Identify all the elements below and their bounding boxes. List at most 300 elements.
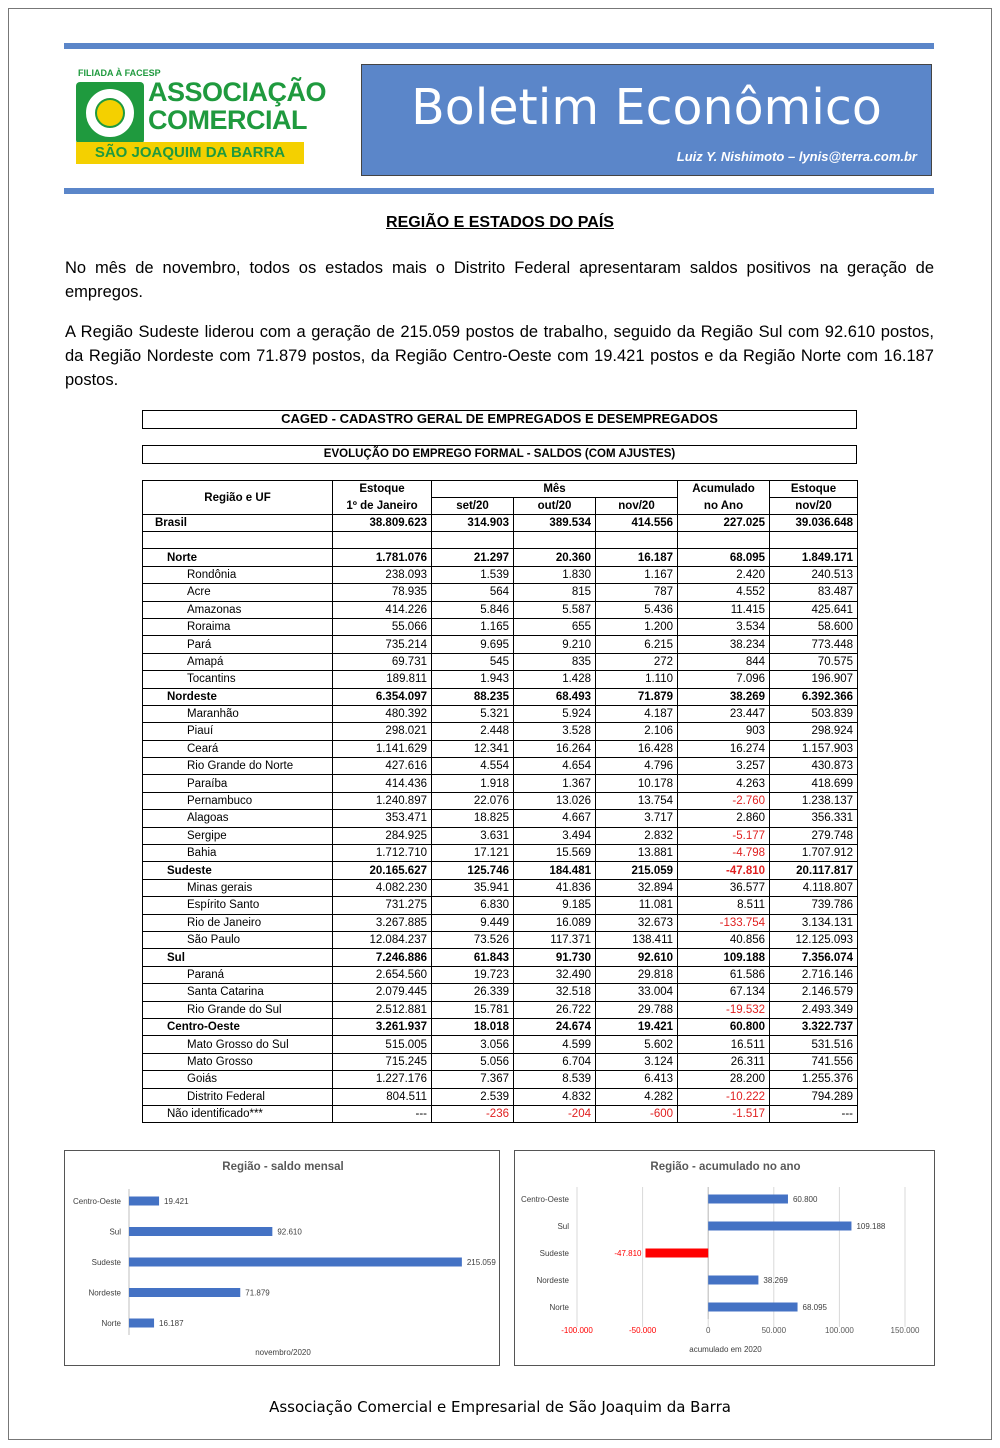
data-label: 215.059 xyxy=(466,1258,496,1267)
cell-out: 4.599 xyxy=(514,1036,596,1053)
table-row-state xyxy=(143,984,858,1001)
cell-set: 35.941 xyxy=(432,879,514,896)
row-name: Paraíba xyxy=(143,775,333,792)
row-name: Sergipe xyxy=(143,827,333,844)
cell-nov: 1.110 xyxy=(596,671,678,688)
data-label: 71.879 xyxy=(245,1288,270,1298)
row-name: Sul xyxy=(143,949,333,966)
cell-estoque-nov: 1.707.912 xyxy=(770,845,858,862)
cell-estoque-nov: 1.849.171 xyxy=(770,549,858,566)
cell-set: 2.539 xyxy=(432,1088,514,1105)
logo-line1: ASSOCIAÇÃO xyxy=(148,77,327,107)
cell-set: -236 xyxy=(432,1105,514,1122)
cell-out: 3.528 xyxy=(514,723,596,740)
table-row-state xyxy=(143,827,858,844)
cell-nov: 13.754 xyxy=(596,792,678,809)
cell-nov: 1.167 xyxy=(596,566,678,583)
cell-nov: 6.215 xyxy=(596,636,678,653)
cell-set: 18.825 xyxy=(432,810,514,827)
row-name: Espírito Santo xyxy=(143,897,333,914)
cell-acumulado: 7.096 xyxy=(678,671,770,688)
cell-out: 6.704 xyxy=(514,1053,596,1070)
cell-nov: 71.879 xyxy=(596,688,678,705)
chart-title: Região - acumulado no ano xyxy=(650,1161,801,1173)
bar xyxy=(708,1222,851,1231)
axis-tick-label: 0 xyxy=(705,1326,711,1335)
data-label: 92.610 xyxy=(277,1227,302,1237)
logo-city: SÃO JOAQUIM DA BARRA xyxy=(76,142,304,164)
cell-estoque-jan: 2.654.560 xyxy=(333,966,432,983)
table-row-state xyxy=(143,1001,858,1018)
cell-acumulado: 2.420 xyxy=(678,566,770,583)
row-name: Santa Catarina xyxy=(143,984,333,1001)
cell-estoque-jan: 4.082.230 xyxy=(333,879,432,896)
table-row-state xyxy=(143,845,858,862)
cell-out: 32.518 xyxy=(514,984,596,1001)
table-row-state xyxy=(143,879,858,896)
row-name: Brasil xyxy=(143,515,333,532)
table-row-state xyxy=(143,671,858,688)
cell-set: 9.695 xyxy=(432,636,514,653)
cell-estoque-jan: 189.811 xyxy=(333,671,432,688)
header-acumulado-top: Acumulado xyxy=(678,481,770,498)
cell-acumulado: -47.810 xyxy=(678,862,770,879)
cell-nov: 4.282 xyxy=(596,1088,678,1105)
cell-estoque-nov: 503.839 xyxy=(770,705,858,722)
cell-nov: 19.421 xyxy=(596,1018,678,1035)
cell-set: 1.918 xyxy=(432,775,514,792)
cell-set: 5.846 xyxy=(432,601,514,618)
cell-acumulado: 40.856 xyxy=(678,931,770,948)
row-name: Distrito Federal xyxy=(143,1088,333,1105)
bar xyxy=(129,1258,462,1267)
cell-out: 815 xyxy=(514,584,596,601)
cell-acumulado: 61.586 xyxy=(678,966,770,983)
cell-estoque-jan: --- xyxy=(333,1105,432,1122)
cell-set: 26.339 xyxy=(432,984,514,1001)
header-mes: Mês xyxy=(432,481,678,498)
cell-estoque-nov: 425.641 xyxy=(770,601,858,618)
category-label: Norte xyxy=(549,1303,569,1312)
bar xyxy=(708,1276,758,1285)
cell-acumulado: 38.234 xyxy=(678,636,770,653)
cell-acumulado: 109.188 xyxy=(678,949,770,966)
bulletin-author: Luiz Y. Nishimoto – lynis@terra.com.br xyxy=(676,149,917,164)
cell-estoque-nov: 794.289 xyxy=(770,1088,858,1105)
table-row-brasil xyxy=(143,515,858,532)
x-axis-label: novembro/2020 xyxy=(255,1348,311,1357)
axis-tick-label: -50.000 xyxy=(629,1326,657,1335)
cell-set: 564 xyxy=(432,584,514,601)
cell-nov: 13.881 xyxy=(596,845,678,862)
cell-out: 184.481 xyxy=(514,862,596,879)
cell-estoque-jan: 7.246.886 xyxy=(333,949,432,966)
cell-acumulado: 67.134 xyxy=(678,984,770,1001)
cell-out: 91.730 xyxy=(514,949,596,966)
bar xyxy=(129,1319,154,1328)
cell-set: 1.539 xyxy=(432,566,514,583)
cell-estoque-nov: 2.146.579 xyxy=(770,984,858,1001)
cell-set: 61.843 xyxy=(432,949,514,966)
row-name: Nordeste xyxy=(143,688,333,705)
cell-estoque-nov: 240.513 xyxy=(770,566,858,583)
cell-out: 1.367 xyxy=(514,775,596,792)
cell-out: 3.494 xyxy=(514,827,596,844)
cell-estoque-nov: 1.255.376 xyxy=(770,1071,858,1088)
header-rule-bottom xyxy=(64,188,934,194)
cell-nov: 414.556 xyxy=(596,515,678,532)
table-row-state xyxy=(143,758,858,775)
table-row-state xyxy=(143,1088,858,1105)
chart-saldo-mensal xyxy=(64,1150,500,1366)
cell-set: 1.943 xyxy=(432,671,514,688)
cell-estoque-nov: 739.786 xyxy=(770,897,858,914)
row-name: Pará xyxy=(143,636,333,653)
cell-set: 5.056 xyxy=(432,1053,514,1070)
cell-estoque-jan: 480.392 xyxy=(333,705,432,722)
cell-acumulado: 23.447 xyxy=(678,705,770,722)
table-row-state xyxy=(143,566,858,583)
table-row-state xyxy=(143,618,858,635)
cell-set: 73.526 xyxy=(432,931,514,948)
row-name: Acre xyxy=(143,584,333,601)
cell-nov: 5.602 xyxy=(596,1036,678,1053)
header-region: Região e UF xyxy=(143,481,333,515)
cell-estoque-jan: 735.214 xyxy=(333,636,432,653)
row-name: Ceará xyxy=(143,740,333,757)
bar xyxy=(129,1227,272,1236)
table-row-unid xyxy=(143,1105,858,1122)
cell-estoque-jan: 1.227.176 xyxy=(333,1071,432,1088)
cell-set: 17.121 xyxy=(432,845,514,862)
category-label: Sul xyxy=(109,1227,121,1237)
cell-estoque-nov: 2.716.146 xyxy=(770,966,858,983)
row-name: Alagoas xyxy=(143,810,333,827)
cell-estoque-nov: 4.118.807 xyxy=(770,879,858,896)
table-row-region xyxy=(143,862,858,879)
cell-acumulado: 4.552 xyxy=(678,584,770,601)
cell-estoque-jan: 1.141.629 xyxy=(333,740,432,757)
cell-out: 4.667 xyxy=(514,810,596,827)
table-row-spacer xyxy=(143,532,858,549)
category-label: Norte xyxy=(101,1319,121,1328)
cell-estoque-jan: 38.809.623 xyxy=(333,515,432,532)
paragraph-1: No mês de novembro, todos os estados mais o Distrito Federal apresentaram saldos positivos na geração de empregos. xyxy=(65,259,934,301)
row-name: Amazonas xyxy=(143,601,333,618)
chart-saldo-mensal-svg xyxy=(65,1151,501,1367)
cell-out: 13.026 xyxy=(514,792,596,809)
logo-affiliation: FILIADA À FACESP xyxy=(78,68,161,78)
cell-acumulado: 38.269 xyxy=(678,688,770,705)
cell-estoque-jan: 1.781.076 xyxy=(333,549,432,566)
row-name: Mato Grosso xyxy=(143,1053,333,1070)
cell-estoque-jan: 1.240.897 xyxy=(333,792,432,809)
header-estoque-nov-top: Estoque xyxy=(770,481,858,498)
cell-estoque-nov: 298.924 xyxy=(770,723,858,740)
cell-estoque-nov: 196.907 xyxy=(770,671,858,688)
cell-set: 22.076 xyxy=(432,792,514,809)
cell-estoque-jan: 1.712.710 xyxy=(333,845,432,862)
cell-estoque-jan: 2.512.881 xyxy=(333,1001,432,1018)
cell-set: 1.165 xyxy=(432,618,514,635)
table-row-state xyxy=(143,584,858,601)
cell-estoque-nov: 39.036.648 xyxy=(770,515,858,532)
row-name: Roraima xyxy=(143,618,333,635)
cell-nov: -600 xyxy=(596,1105,678,1122)
cell-set: 9.449 xyxy=(432,914,514,931)
row-name: Centro-Oeste xyxy=(143,1018,333,1035)
cell-out: 15.569 xyxy=(514,845,596,862)
cell-set: 21.297 xyxy=(432,549,514,566)
cell-acumulado: 28.200 xyxy=(678,1071,770,1088)
bulletin-header xyxy=(361,64,932,176)
table-row-state xyxy=(143,966,858,983)
cell-nov: 3.124 xyxy=(596,1053,678,1070)
table-row-state xyxy=(143,601,858,618)
row-name: Pernambuco xyxy=(143,792,333,809)
cell-acumulado: 903 xyxy=(678,723,770,740)
cell-out: 26.722 xyxy=(514,1001,596,1018)
row-name: Rondônia xyxy=(143,566,333,583)
row-name: Amapá xyxy=(143,653,333,670)
cell-set: 545 xyxy=(432,653,514,670)
cell-out: 8.539 xyxy=(514,1071,596,1088)
cell-estoque-jan: 804.511 xyxy=(333,1088,432,1105)
table-row-state xyxy=(143,914,858,931)
axis-tick-label: 50.000 xyxy=(761,1326,787,1335)
row-name: Tocantins xyxy=(143,671,333,688)
cell-estoque-nov: 7.356.074 xyxy=(770,949,858,966)
cell-estoque-jan: 715.245 xyxy=(333,1053,432,1070)
header-acumulado-bottom: no Ano xyxy=(678,498,770,515)
cell-out: 16.089 xyxy=(514,914,596,931)
cell-nov: 92.610 xyxy=(596,949,678,966)
cell-out: 655 xyxy=(514,618,596,635)
table-row-state xyxy=(143,723,858,740)
cell-estoque-jan: 20.165.627 xyxy=(333,862,432,879)
cell-acumulado: 16.274 xyxy=(678,740,770,757)
cell-estoque-jan: 414.226 xyxy=(333,601,432,618)
row-name: Piauí xyxy=(143,723,333,740)
cell-nov: 33.004 xyxy=(596,984,678,1001)
cell-set: 19.723 xyxy=(432,966,514,983)
cell-acumulado: -1.517 xyxy=(678,1105,770,1122)
cell-set: 15.781 xyxy=(432,1001,514,1018)
category-label: Centro-Oeste xyxy=(72,1197,121,1206)
cell-estoque-nov: 6.392.366 xyxy=(770,688,858,705)
cell-nov: 2.832 xyxy=(596,827,678,844)
row-name: Maranhão xyxy=(143,705,333,722)
table-row-state xyxy=(143,653,858,670)
row-name: São Paulo xyxy=(143,931,333,948)
cell-nov: 6.413 xyxy=(596,1071,678,1088)
table-row-state xyxy=(143,1053,858,1070)
paragraph-2: A Região Sudeste liderou com a geração de 215.059 postos de trabalho, seguido da Região Sul com 92.610 postos, da Região Nordeste com 71.879 postos, da Região Centro-Oeste com 19.421 postos e da Região Norte com 16.187 postos. xyxy=(65,323,934,389)
table-row-state xyxy=(143,931,858,948)
axis-tick-label: -100.000 xyxy=(561,1326,593,1335)
cell-acumulado: 8.511 xyxy=(678,897,770,914)
cell-estoque-jan: 515.005 xyxy=(333,1036,432,1053)
cell-acumulado: 4.263 xyxy=(678,775,770,792)
cell-out: 5.587 xyxy=(514,601,596,618)
cell-set: 18.018 xyxy=(432,1018,514,1035)
cell-estoque-jan: 353.471 xyxy=(333,810,432,827)
table-row-state xyxy=(143,897,858,914)
row-name: Goiás xyxy=(143,1071,333,1088)
category-label: Centro-Oeste xyxy=(520,1195,569,1204)
cell-acumulado: 26.311 xyxy=(678,1053,770,1070)
header-rule-top xyxy=(64,43,934,49)
cell-nov: 32.894 xyxy=(596,879,678,896)
bar xyxy=(129,1197,159,1206)
header-estoque-nov-bottom: nov/20 xyxy=(770,498,858,515)
association-logo xyxy=(76,66,327,166)
cell-out: 835 xyxy=(514,653,596,670)
axis-tick-label: 150.000 xyxy=(890,1326,920,1335)
cell-nov: 3.717 xyxy=(596,810,678,827)
bar xyxy=(129,1288,240,1297)
category-label: Sudeste xyxy=(539,1249,569,1258)
cell-nov: 16.428 xyxy=(596,740,678,757)
cell-set: 3.631 xyxy=(432,827,514,844)
cell-out: 117.371 xyxy=(514,931,596,948)
table-row-state xyxy=(143,1036,858,1053)
cell-acumulado: 3.257 xyxy=(678,758,770,775)
cell-estoque-jan: 69.731 xyxy=(333,653,432,670)
cell-estoque-nov: 773.448 xyxy=(770,636,858,653)
table-row-state xyxy=(143,775,858,792)
cell-acumulado: -133.754 xyxy=(678,914,770,931)
cell-estoque-jan: 298.021 xyxy=(333,723,432,740)
cell-acumulado: -19.532 xyxy=(678,1001,770,1018)
cell-estoque-nov: 430.873 xyxy=(770,758,858,775)
cell-nov: 272 xyxy=(596,653,678,670)
cell-estoque-jan: 238.093 xyxy=(333,566,432,583)
row-name: Mato Grosso do Sul xyxy=(143,1036,333,1053)
row-name: Sudeste xyxy=(143,862,333,879)
cell-acumulado: -2.760 xyxy=(678,792,770,809)
cell-estoque-nov: 20.117.817 xyxy=(770,862,858,879)
cell-estoque-jan: 12.084.237 xyxy=(333,931,432,948)
data-label: 68.095 xyxy=(802,1303,828,1312)
row-name: Bahia xyxy=(143,845,333,862)
cell-out: -204 xyxy=(514,1105,596,1122)
data-label: -47.810 xyxy=(614,1249,642,1258)
cell-estoque-nov: 418.699 xyxy=(770,775,858,792)
row-name: Rio Grande do Sul xyxy=(143,1001,333,1018)
x-axis-label: acumulado em 2020 xyxy=(689,1345,762,1354)
cell-estoque-nov: 1.238.137 xyxy=(770,792,858,809)
header-estoque-bottom: 1º de Janeiro xyxy=(333,498,432,515)
cell-estoque-nov: 58.600 xyxy=(770,618,858,635)
cell-estoque-jan: 2.079.445 xyxy=(333,984,432,1001)
table-band-caged: CAGED - CADASTRO GERAL DE EMPREGADOS E DESEMPREGADOS xyxy=(142,410,857,429)
cell-out: 41.836 xyxy=(514,879,596,896)
bar xyxy=(645,1249,708,1258)
cell-out: 5.924 xyxy=(514,705,596,722)
cell-acumulado: -10.222 xyxy=(678,1088,770,1105)
cell-out: 4.832 xyxy=(514,1088,596,1105)
table-row-region xyxy=(143,549,858,566)
table-row-state xyxy=(143,792,858,809)
cell-acumulado: 68.095 xyxy=(678,549,770,566)
table-band-evolucao: EVOLUÇÃO DO EMPREGO FORMAL - SALDOS (COM AJUSTES) xyxy=(142,445,857,464)
cell-nov: 1.200 xyxy=(596,618,678,635)
cell-nov: 215.059 xyxy=(596,862,678,879)
cell-set: 125.746 xyxy=(432,862,514,879)
cell-nov: 10.178 xyxy=(596,775,678,792)
cell-nov: 4.796 xyxy=(596,758,678,775)
header-estoque-top: Estoque xyxy=(333,481,432,498)
cell-out: 389.534 xyxy=(514,515,596,532)
cell-acumulado: 60.800 xyxy=(678,1018,770,1035)
cell-estoque-nov: 531.516 xyxy=(770,1036,858,1053)
cell-nov: 29.788 xyxy=(596,1001,678,1018)
cell-nov: 2.106 xyxy=(596,723,678,740)
cell-estoque-nov: 3.322.737 xyxy=(770,1018,858,1035)
table-row-state xyxy=(143,810,858,827)
cell-nov: 138.411 xyxy=(596,931,678,948)
data-label: 16.187 xyxy=(159,1319,184,1328)
chart-acumulado-ano xyxy=(514,1150,935,1366)
cell-estoque-jan: 78.935 xyxy=(333,584,432,601)
data-label: 60.800 xyxy=(792,1195,818,1204)
cell-set: 3.056 xyxy=(432,1036,514,1053)
logo-sun-mark xyxy=(76,82,144,144)
data-label: 109.188 xyxy=(856,1222,886,1231)
cell-acumulado: 227.025 xyxy=(678,515,770,532)
section-title: REGIÃO E ESTADOS DO PAÍS xyxy=(386,214,614,231)
category-label: Nordeste xyxy=(536,1276,569,1285)
bar xyxy=(708,1303,797,1312)
cell-estoque-jan: 3.267.885 xyxy=(333,914,432,931)
cell-acumulado: 844 xyxy=(678,653,770,670)
header-month-2: out/20 xyxy=(514,498,596,515)
cell-estoque-jan: 55.066 xyxy=(333,618,432,635)
cell-estoque-nov: 3.134.131 xyxy=(770,914,858,931)
cell-nov: 29.818 xyxy=(596,966,678,983)
cell-out: 24.674 xyxy=(514,1018,596,1035)
cell-nov: 16.187 xyxy=(596,549,678,566)
table-row-state xyxy=(143,636,858,653)
cell-nov: 4.187 xyxy=(596,705,678,722)
row-name: Rio Grande do Norte xyxy=(143,758,333,775)
row-name: Norte xyxy=(143,549,333,566)
chart-title: Região - saldo mensal xyxy=(222,1161,344,1173)
cell-acumulado: 16.511 xyxy=(678,1036,770,1053)
cell-acumulado: 2.860 xyxy=(678,810,770,827)
page-footer: Associação Comercial e Empresarial de São Joaquim da Barra xyxy=(269,1398,731,1416)
cell-set: 4.554 xyxy=(432,758,514,775)
category-label: Sudeste xyxy=(91,1258,121,1267)
cell-estoque-jan: 414.436 xyxy=(333,775,432,792)
cell-acumulado: 11.415 xyxy=(678,601,770,618)
category-label: Nordeste xyxy=(88,1288,121,1298)
bar xyxy=(708,1195,788,1204)
cell-estoque-jan: 3.261.937 xyxy=(333,1018,432,1035)
cell-out: 4.654 xyxy=(514,758,596,775)
cell-acumulado: -4.798 xyxy=(678,845,770,862)
cell-set: 2.448 xyxy=(432,723,514,740)
cell-acumulado: -5.177 xyxy=(678,827,770,844)
cell-out: 68.493 xyxy=(514,688,596,705)
table-row-region xyxy=(143,949,858,966)
logo-line2: COMERCIAL xyxy=(148,105,307,135)
cell-estoque-nov: 741.556 xyxy=(770,1053,858,1070)
cell-set: 6.830 xyxy=(432,897,514,914)
category-label: Sul xyxy=(557,1222,569,1231)
header-month-1: set/20 xyxy=(432,498,514,515)
